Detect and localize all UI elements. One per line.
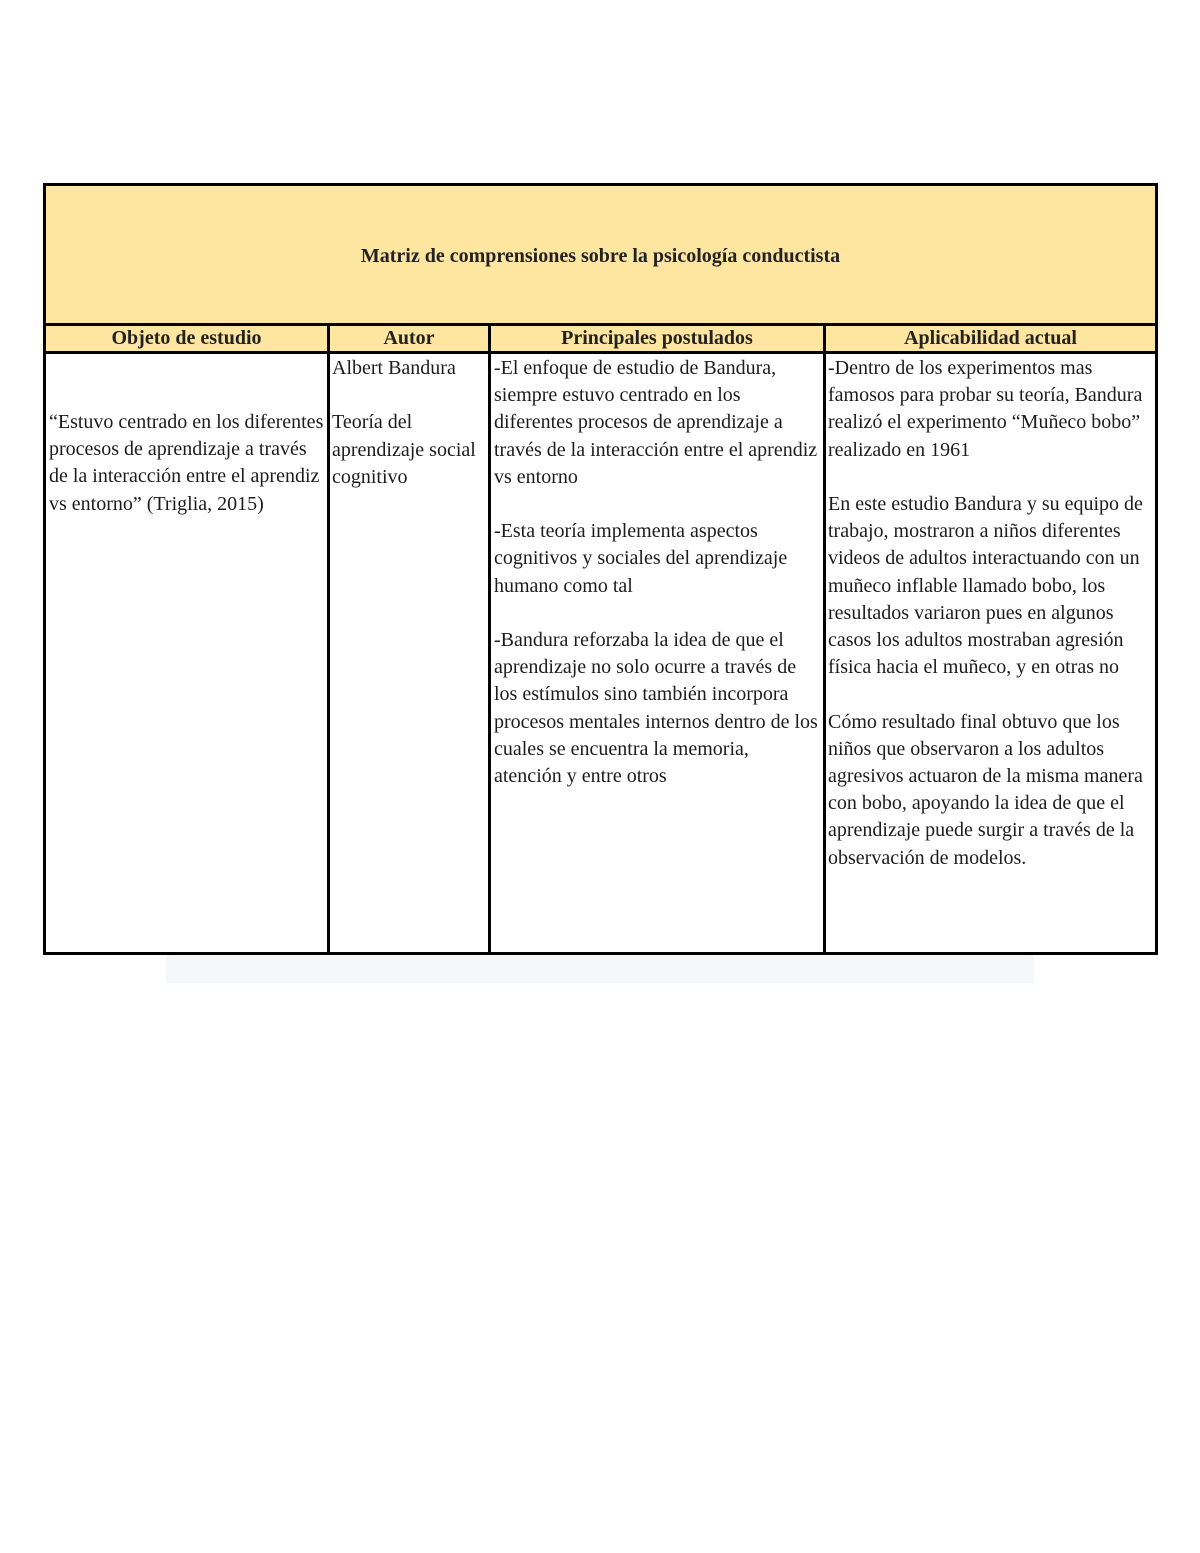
header-autor: Autor (383, 327, 435, 349)
cell-aplicabilidad-actual: -Dentro de los experimentos mas famosos para probar su teoría, Bandura realizó el experimento “Muñeco bobo” realizado en 1961 En este estudio Bandura y su equipo de trabajo, mostraron a niños diferentes videos de adultos interactuando con un muñeco inflable llamado bobo, los resultados variaron pues en algunos casos los adultos mostraban agresión física hacia el muñeco, y en otras no Cómo resultado final obtuvo que los niños que observaron a los adultos agresivos actuaron de la misma manera con bobo, apoyando la idea de que el aprendizaje puede surgir a través de la observación de modelos. (828, 357, 1143, 869)
comprehension-matrix-table (43, 183, 1158, 955)
table-header-row (46, 326, 1155, 354)
column-divider (823, 326, 826, 952)
table-row (46, 354, 1155, 952)
page-shadow-strip (166, 955, 1034, 983)
header-objeto-de-estudio: Objeto de estudio (111, 327, 262, 349)
header-aplicabilidad-actual: Aplicabilidad actual (904, 327, 1077, 349)
cell-objeto-de-estudio: “Estuvo centrado en los diferentes procesos de aprendizaje a través de la interacción entre el aprendiz vs entorno” (Triglia, 2015) (49, 411, 324, 515)
table-title: Matriz de comprensiones sobre la psicología conductista (360, 245, 841, 267)
column-divider (488, 326, 491, 952)
cell-principales-postulados: -El enfoque de estudio de Bandura, siempre estuvo centrado en los diferentes procesos de aprendizaje a través de la interacción entre el aprendiz vs entorno -Esta teoría implementa aspectos cognitivos y sociales del aprendizaje humano como tal -Bandura reforzaba la idea de que el aprendizaje no solo ocurre a través de los estímulos sino también incorpora procesos mentales internos dentro de los cuales se encuentra la memoria, atención y entre otros (494, 357, 818, 788)
table-title-band (46, 186, 1155, 326)
header-principales-postulados: Principales postulados (561, 327, 753, 349)
cell-autor: Albert Bandura Teoría del aprendizaje social cognitivo (332, 357, 476, 488)
column-divider (327, 326, 330, 952)
